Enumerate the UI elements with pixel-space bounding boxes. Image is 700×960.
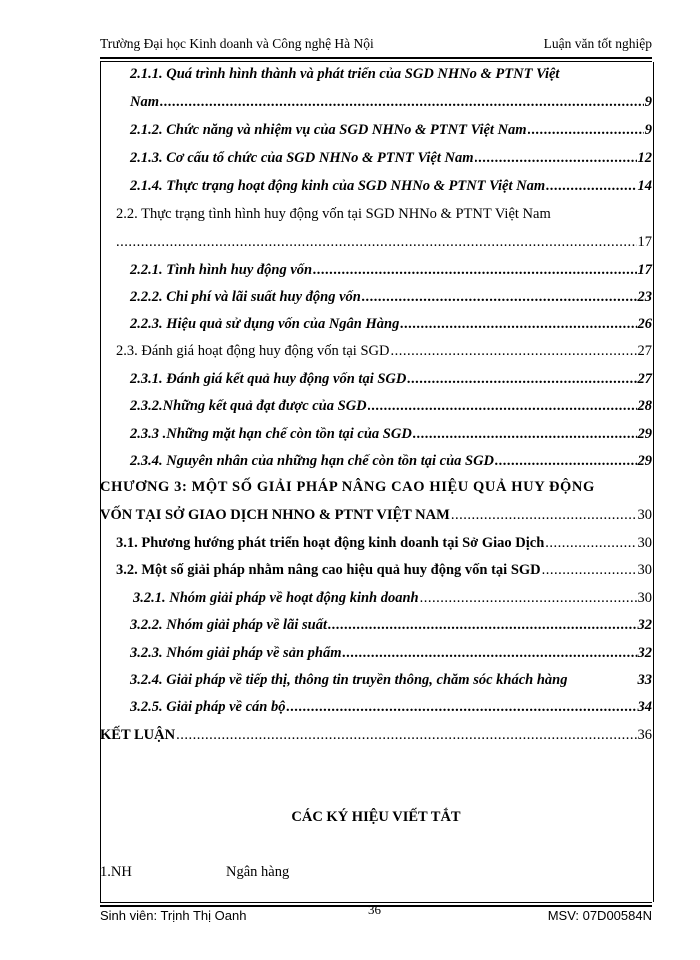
toc-page: 30 (637, 535, 652, 551)
toc-page: 30 (637, 590, 652, 606)
toc-leader (160, 94, 644, 111)
toc-page: 28 (637, 398, 652, 414)
toc-page: 9 (644, 122, 652, 138)
toc-entry-2-2[interactable]: 2.2. Thực trạng tình hình huy động vốn tại SGD NHNo & PTNT Việt Nam (116, 206, 551, 222)
toc-leader (451, 507, 637, 524)
toc-entry-2-2-1[interactable]: 2.2.1. Tình hình huy động vốn ..... 17 (130, 262, 652, 279)
toc-entry-chapter-3-cont[interactable]: VỐN TẠI SỞ GIAO DỊCH NHNO & PTNT VIỆT NAM ..... 30 (100, 507, 652, 524)
toc-leader (362, 289, 637, 306)
toc-page: 33 (637, 672, 652, 688)
abbreviation-code: 1.NH (100, 864, 132, 880)
toc-page: 34 (637, 699, 652, 715)
toc-leader (546, 178, 636, 195)
toc-entry-3-2-3[interactable]: 3.2.3. Nhóm giải pháp về sản phẩm ..... 32 (130, 645, 652, 662)
toc-page: 32 (637, 617, 652, 633)
header-university: Trường Đại học Kinh doanh và Công nghệ Hà Nội (100, 36, 374, 51)
header-doc-type: Luận văn tốt nghiệp (543, 36, 652, 51)
toc-leader (328, 617, 637, 634)
toc-page: 23 (637, 289, 652, 305)
toc-entry-3-2-4[interactable]: 3.2.4. Giải pháp về tiếp thị, thông tin truyền thông, chăm sóc khách hàng 33 (130, 672, 652, 688)
toc-entry-2-2-2[interactable]: 2.2.2. Chi phí và lãi suất huy động vốn ..... 23 (130, 289, 652, 306)
toc-page: 17 (637, 234, 652, 250)
footer-student: Sinh viên: Trịnh Thị Oanh (100, 908, 247, 923)
toc-entry-2-3-4[interactable]: 2.3.4. Nguyên nhân của những hạn chế còn tồn tại của SGD ..... 29 (130, 453, 652, 470)
toc-leader (176, 727, 636, 744)
toc-page: 26 (637, 316, 652, 332)
toc-entry-2-3-1[interactable]: 2.3.1. Đánh giá kết quả huy động vốn tại SGD ..... 27 (130, 371, 652, 388)
toc-leader (116, 234, 637, 251)
toc-leader (368, 398, 637, 415)
toc-leader (407, 371, 636, 388)
toc-leader (545, 535, 636, 552)
toc-leader (390, 343, 636, 360)
header-rule (100, 57, 652, 62)
toc-page: 32 (637, 645, 652, 661)
abbreviation-meaning: Ngân hàng (226, 864, 290, 880)
toc-entry-2-2-3[interactable]: 2.2.3. Hiệu quả sử dụng vốn của Ngân Hàng ..... 26 (130, 316, 652, 333)
footer-msv: MSV: 07D00584N (547, 908, 652, 923)
toc-leader (528, 122, 644, 139)
toc-page: 9 (644, 94, 652, 110)
toc-entry-2-1-4[interactable]: 2.1.4. Thực trạng hoạt động kinh của SGD NHNo & PTNT Việt Nam ..... 14 (130, 178, 652, 195)
toc-page: 29 (637, 426, 652, 442)
toc-entry-3-2-5[interactable]: 3.2.5. Giải pháp về cán bộ ..... 34 (130, 699, 652, 716)
toc-entry-3-1[interactable]: 3.1. Phương hướng phát triển hoạt động kinh doanh tại Sở Giao Dịch ..... 30 (116, 535, 652, 552)
toc-entry-2-1-1[interactable]: 2.1.1. Quá trình hình thành và phát triển của SGD NHNo & PTNT Việt (130, 66, 560, 82)
toc-leader (342, 645, 636, 662)
toc-page: 27 (637, 343, 652, 359)
toc-leader (495, 453, 636, 470)
toc-leader (400, 316, 636, 333)
toc-entry-3-2[interactable]: 3.2. Một số giải pháp nhằm nâng cao hiệu quả huy động vốn tại SGD ..... 30 (116, 562, 652, 579)
toc-leader (475, 150, 637, 167)
toc-leader (313, 262, 636, 279)
toc-leader (413, 426, 637, 443)
toc-entry-2-3-2[interactable]: 2.3.2.Những kết quả đạt được của SGD ..... 28 (130, 398, 652, 415)
abbreviations-title: CÁC KÝ HIỆU VIẾT TẮT (291, 809, 461, 825)
toc-page: 29 (637, 453, 652, 469)
toc-entry-3-2-1[interactable]: 3.2.1. Nhóm giải pháp về hoạt động kinh doanh ..... 30 (133, 590, 652, 607)
toc-entry-2-3[interactable]: 2.3. Đánh giá hoạt động huy động vốn tại SGD ..... 27 (116, 343, 652, 360)
toc-entry-3-2-2[interactable]: 3.2.2. Nhóm giải pháp về lãi suất ..... 32 (130, 617, 652, 634)
toc-page: 30 (637, 507, 652, 523)
toc-page: 14 (637, 178, 652, 194)
toc-leader (420, 590, 637, 607)
toc-leader (286, 699, 636, 716)
toc-page: 27 (637, 371, 652, 387)
toc-page: 30 (637, 562, 652, 578)
toc-entry-2-2-cont[interactable] (116, 234, 652, 251)
page-header (100, 36, 652, 56)
toc-page: 36 (637, 727, 652, 743)
toc-page: 17 (637, 262, 652, 278)
toc-entry-2-3-3[interactable]: 2.3.3 .Những mặt hạn chế còn tồn tại của SGD ..... 29 (130, 426, 652, 443)
toc-entry-2-1-1-cont[interactable]: Nam ..... 9 (130, 94, 652, 111)
toc-entry-chapter-3[interactable]: CHƯƠNG 3: MỘT SỐ GIẢI PHÁP NÂNG CAO HIỆU QUẢ HUY ĐỘNG (100, 479, 595, 495)
toc-page: 12 (637, 150, 652, 166)
toc-entry-2-1-2[interactable]: 2.1.2. Chức năng và nhiệm vụ của SGD NHNo & PTNT Việt Nam ..... 9 (130, 122, 652, 139)
toc-entry-2-1-3[interactable]: 2.1.3. Cơ cấu tổ chức của SGD NHNo & PTNT Việt Nam ..... 12 (130, 150, 652, 167)
toc-entry-conclusion[interactable]: KẾT LUẬN ..... 36 (100, 727, 652, 744)
toc-leader (542, 562, 637, 579)
footer-page-number: 36 (368, 902, 381, 917)
